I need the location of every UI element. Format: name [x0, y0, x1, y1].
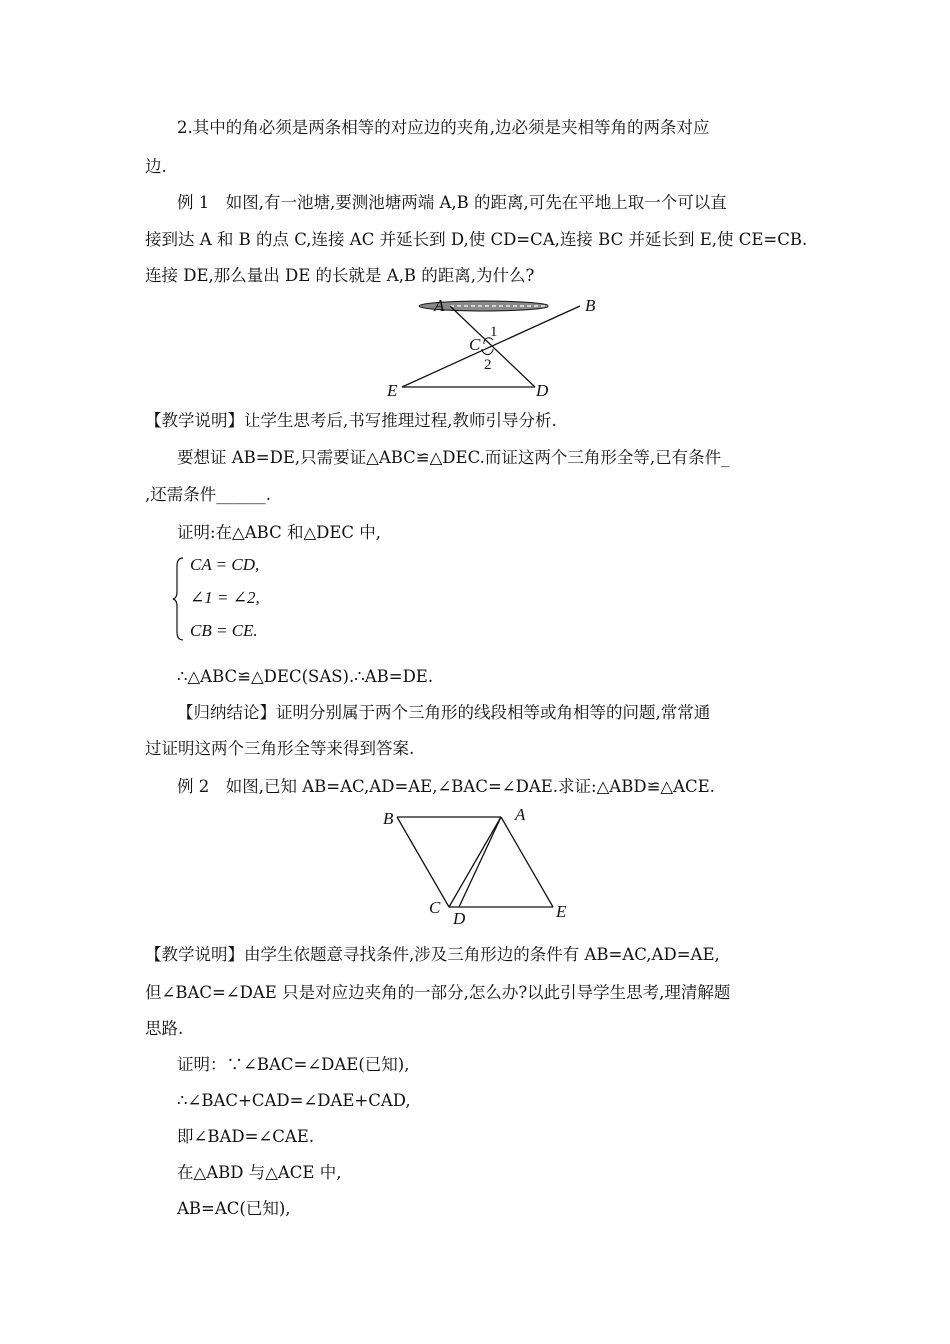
text-line: 思路.	[145, 1019, 184, 1038]
label-c: C	[429, 898, 441, 917]
label-angle-1: 1	[490, 324, 498, 340]
proof-2-line: AB=AC(已知),	[177, 1199, 291, 1218]
proof-2-line: ∴∠BAC+CAD=∠DAE+CAD,	[177, 1091, 411, 1110]
teaching-note-2: 【教学说明】由学生依题意寻找条件,涉及三角形边的条件有 AB=AC,AD=AE,	[145, 945, 720, 964]
text-line: 要想证 AB=DE,只需要证△ABC≌△DEC.而证这两个三角形全等,已有条件_	[177, 448, 730, 467]
proof-2-line: 即∠BAD=∠CAE.	[177, 1127, 315, 1146]
label-e: E	[387, 381, 398, 400]
text-line: 连接 DE,那么量出 DE 的长就是 A,B 的距离,为什么?	[145, 266, 535, 285]
segment-be	[402, 306, 580, 387]
example-1-title: 例 1 如图,有一池塘,要测池塘两端 A,B 的距离,可先在平地上取一个可以直	[177, 193, 727, 212]
label-a: A	[515, 805, 526, 824]
summary-line: 过证明这两个三角形全等来得到答案.	[145, 739, 415, 758]
label-a: A	[434, 296, 445, 315]
text-line: 2.其中的角必须是两条相等的对应边的夹角,边必须是夹相等角的两条对应	[177, 118, 710, 137]
label-d: D	[453, 909, 466, 928]
segment-bc	[397, 817, 449, 907]
proof-2-line: 证明：∵∠BAC=∠DAE(已知),	[177, 1055, 410, 1074]
condition-ca-cd: CA = CD,	[190, 555, 260, 574]
summary-line: 【归纳结论】证明分别属于两个三角形的线段相等或角相等的问题,常常通	[177, 703, 711, 722]
figure-pond-triangles	[380, 292, 596, 400]
label-angle-2: 2	[484, 357, 492, 373]
segment-ae	[501, 817, 553, 907]
figure-triangles-abd-ace	[375, 800, 575, 928]
segment-ad	[459, 817, 501, 907]
condition-angle-1-2: ∠1 = ∠2,	[190, 588, 260, 607]
conclusion-1: ∴△ABC≌△DEC(SAS).∴AB=DE.	[177, 667, 434, 686]
label-b: B	[585, 296, 596, 315]
label-c: C	[469, 335, 481, 354]
label-b: B	[383, 809, 394, 828]
proof-2-line: 在△ABD 与△ACE 中,	[177, 1163, 342, 1182]
brace-symbol	[172, 556, 184, 642]
proof-1-intro: 证明:在△ABC 和△DEC 中,	[177, 523, 382, 542]
label-e: E	[556, 902, 567, 921]
teaching-note-1: 【教学说明】让学生思考后,书写推理过程,教师引导分析.	[145, 411, 557, 430]
segment-ac	[449, 817, 501, 907]
text-line: 但∠BAC=∠DAE 只是对应边夹角的一部分,怎么办?以此引导学生思考,理清解题	[145, 983, 731, 1002]
condition-cb-ce: CB = CE.	[190, 621, 258, 640]
text-line: 边.	[145, 157, 167, 176]
example-2-title: 例 2 如图,已知 AB=AC,AD=AE,∠BAC=∠DAE.求证:△ABD≌△ACE.	[177, 777, 715, 796]
label-d: D	[536, 381, 549, 400]
text-line: 接到达 A 和 B 的点 C,连接 AC 并延长到 D,使 CD=CA,连接 BC 并延长到 E,使 CE=CB.	[145, 230, 808, 249]
text-line: ,还需条件______.	[145, 485, 271, 504]
